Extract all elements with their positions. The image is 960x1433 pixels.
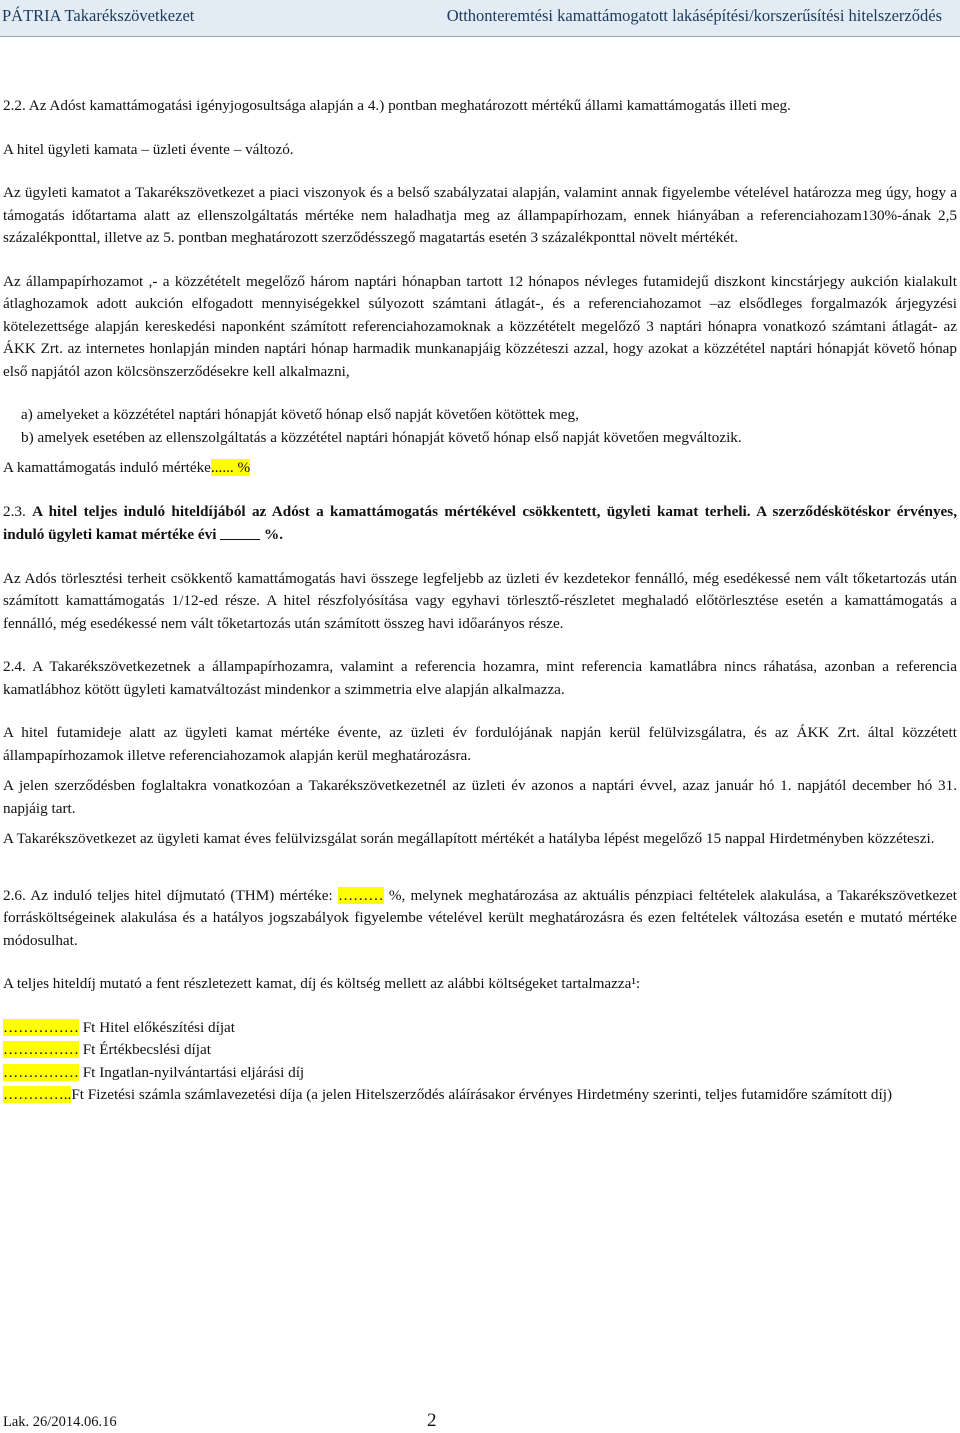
paragraph-cost-intro: A teljes hiteldíj mutató a fent részletezett kamat, díj és költség mellett az alábbi költségeket tartalmazza¹: bbox=[3, 975, 641, 992]
fee-item bbox=[3, 1084, 957, 1107]
paragraph-subsidy-amount: Az Adós törlesztési terheit csökkentő kamattámogatás havi összege legfeljebb az üzleti év kezdetekor fennálló, még esedékessé nem vált tőketartozás után számított kamattámogatás 1/12-ed része. A hitel részfolyósítása vagy egyhavi törlesztő-részletet meghaladó előtörlesztése esetén a kamattámogatás a fennálló, még esedékessé nem vált tőketartozás után számított összeg havi időarányos része. bbox=[3, 569, 957, 632]
fee-amount-placeholder: …………… bbox=[3, 1041, 79, 1058]
paragraph-subsidy-rate bbox=[3, 457, 957, 480]
subsidy-rate-label: A kamattámogatás induló mértéke bbox=[3, 459, 211, 476]
paragraph-2-3 bbox=[3, 501, 957, 547]
paragraph-interest-variable: A hitel ügyleti kamata – üzleti évente – változó. bbox=[3, 140, 294, 158]
section-number: 2.3. bbox=[3, 502, 26, 520]
fee-item bbox=[3, 1039, 957, 1062]
paragraph-2-6-thm bbox=[3, 885, 957, 953]
paragraph-government-yield: Az állampapírhozamot ,- a közzétételt megelőző három naptári hónapban tartott 12 hónapos névleges futamidejű diszkont kincstárjegy aukción kialakult átlaghozamok adott aukción elfogadott mennyiségekkel súlyozott számtani átlagát-, és a referenciahozamot –az elsődleges forgalmazók árjegyzési kötelezettsége alapján kereskedési naponként számított referenciahozamoknak a közzétételt megelőző 3 naptári hónapra vonatkozó számtani átlagát- az ÁKK Zrt. az internetes honlapján minden naptári hónap harmadik munkanapjáig közzéteszi azzal, hogy azokat a közzététel naptári hónapját követő hónap első napjától azon kölcsönszerződésekre kell alkalmazni, bbox=[3, 272, 957, 380]
header-bank-name: PÁTRIA Takarékszövetkezet bbox=[2, 6, 195, 25]
fee-amount-placeholder: ………….. bbox=[3, 1086, 72, 1103]
fee-list bbox=[3, 1017, 957, 1107]
fee-label: Ft Értékbecslési díjat bbox=[78, 1041, 211, 1058]
thm-description: %, melynek meghatározása az aktuális pénzpiaci feltételek alakulása, a Takarékszövetkezet forrásköltségeinek alakulása és a hatályos jogszabályok figyelembe vételével került meghatározásra és ezen feltételek változása esetén e mutató mértéke módosulhat. bbox=[3, 886, 957, 949]
fee-label: Ft Ingatlan-nyilvántartási eljárási díj bbox=[78, 1063, 305, 1081]
page-footer bbox=[3, 1410, 503, 1430]
list-item-b: b) amelyek esetében az ellenszolgáltatás a közzététel naptári hónapját követő hónap első napját követően megváltozik. bbox=[21, 428, 742, 446]
thm-placeholder: ……… bbox=[337, 886, 384, 904]
fee-label: Ft Fizetési számla számlavezetési díja (a jelen Hitelszerződés aláírásakor érvényes Hirdetmény szerinti, teljes futamidőre számított díj) bbox=[71, 1086, 893, 1103]
fee-label: Ft Hitel előkészítési díjat bbox=[78, 1018, 236, 1036]
paragraph-2-2: 2.2. Az Adóst kamattámogatási igényjogosultsága alapján a 4.) pontban meghatározott mértékű állami kamattámogatás illeti meg. bbox=[3, 97, 791, 114]
page-number: 2 bbox=[427, 1410, 437, 1431]
subsidy-rate-placeholder: ...... % bbox=[210, 459, 251, 476]
document-body bbox=[3, 95, 957, 1107]
percent-sign: %. bbox=[264, 526, 284, 543]
paragraph-interest-determination: Az ügyleti kamatot a Takarékszövetkezet a piaci viszonyok és a belső szabályzatai alapján, valamint annak figyelembe vételével határozza meg úgy, hogy a támogatás időtartama alatt az ellenszolgáltatás mértéke nem haladhatja meg az állampapírhozam, ennek hiányában a referenciahozam130%-ának 2,5 százalékponttal, illetve az 5. pontban meghatározott szerződésszegő magatartás esetén 3 százalékponttal növelt mértékét. bbox=[3, 184, 957, 246]
fee-amount-placeholder: …………… bbox=[3, 1063, 79, 1081]
paragraph-business-year: A jelen szerződésben foglaltakra vonatkozóan a Takarékszövetkezetnél az üzleti év azonos a naptári évvel, azaz január hó 1. napjától december hó 31. napjáig tart. bbox=[3, 777, 957, 817]
fee-amount-placeholder: …………… bbox=[3, 1018, 79, 1036]
fee-item bbox=[3, 1062, 957, 1085]
paragraph-annual-review: A hitel futamideje alatt az ügyleti kamat mértéke évente, az üzleti év fordulójának napján kerül felülvizsgálatra, és az ÁKK Zrt. által közzétett állampapírhozamok illetve referenciahozamok alapján kerül meghatározásra. bbox=[3, 724, 957, 764]
list-item-a: a) amelyeket a közzététel naptári hónapját követő hónap első napját követően kötöttek meg, bbox=[21, 406, 579, 423]
thm-label: 2.6. Az induló teljes hitel díjmutató (THM) mértéke: bbox=[3, 886, 333, 904]
fee-item bbox=[3, 1017, 957, 1040]
paragraph-announcement: A Takarékszövetkezet az ügyleti kamat éves felülvizsgálat során megállapított mértékét a hatályba lépést megelőző 15 nappal Hirdetményben közzéteszi. bbox=[3, 830, 935, 847]
header-document-title: Otthonteremtési kamattámogatott lakásépítési/korszerűsítési hitelszerződés bbox=[446, 6, 942, 25]
document-reference: Lak. 26/2014.06.16 bbox=[3, 1414, 117, 1430]
paragraph-2-4: 2.4. A Takarékszövetkezetnek a állampapírhozamra, valamint a referencia hozamra, mint referencia kamatlábra nincs ráhatása, azonban a referencia kamatlábhoz kötött ügyleti kamatváltozást mindenkor a szimmetria elve alapján alkalmazza. bbox=[3, 658, 957, 698]
paragraph-2-3-bold-text: A hitel teljes induló hiteldíjából az Adóst a kamattámogatás mértékével csökkentett, ügyleti kamat terheli. A szerződéskötéskor érvényes, induló ügyleti kamat mértéke évi bbox=[3, 502, 957, 543]
page-header bbox=[0, 0, 960, 37]
interest-rate-blank bbox=[220, 523, 260, 540]
